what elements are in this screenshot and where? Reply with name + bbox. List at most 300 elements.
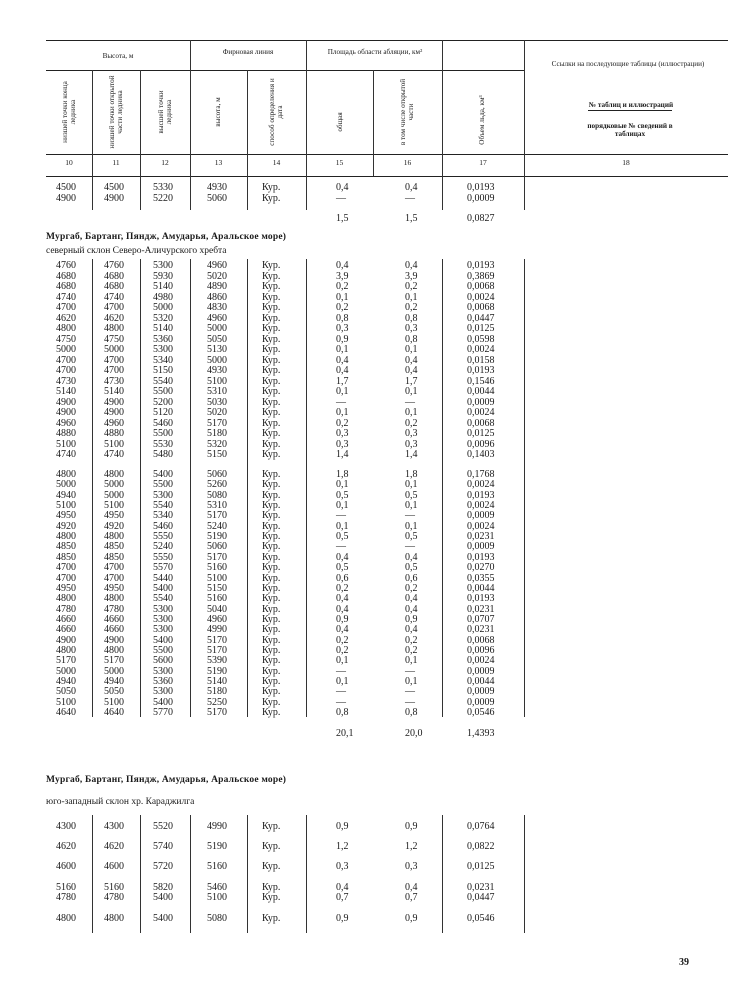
cell-ice-volume: 0,0598 [467,333,495,345]
cell-area-total: 0,4 [336,551,349,563]
cell-ice-volume: 0,0096 [467,438,495,450]
cell-firn-height: 5100 [207,375,227,387]
cell-firn-method: Кур. [262,644,281,656]
cell-ice-volume: 0,0044 [467,386,495,397]
cell-low-open-height: 4600 [104,861,124,872]
cell-firn-height: 5040 [207,603,227,615]
cell-ice-volume: 0,0231 [467,531,495,543]
cell-area-open: 0,9 [405,913,418,924]
cell-low-open-height: 4700 [104,365,124,376]
cell-firn-height: 5170 [207,510,227,522]
cell-high-height: 5000 [153,302,173,313]
cell-firn-method: Кур. [262,696,281,708]
cell-low-end-height: 4780 [56,892,76,903]
cell-area-total: 0,1 [336,407,349,418]
cell-low-end-height: 4800 [56,469,76,480]
cell-area-open: 0,9 [405,613,418,625]
cell-area-total: 0,3 [336,438,349,450]
cell-low-open-height: 4850 [104,551,124,563]
cell-firn-height: 5170 [207,634,227,646]
cell-high-height: 5720 [153,861,173,872]
cell-area-total: 0,1 [336,655,349,667]
cell-high-height: 5930 [153,270,173,282]
cell-high-height: 5400 [153,634,173,646]
cell-firn-height: 4990 [207,821,227,832]
total-area: 1,5 [336,213,349,224]
cell-low-open-height: 4780 [104,892,124,903]
cell-low-end-height: 4940 [56,676,76,687]
cell-low-open-height: 5000 [104,665,124,677]
cell-ice-volume: 0,0193 [467,551,495,563]
table-row [0,862,738,874]
cell-firn-height: 4960 [207,260,227,271]
cell-low-open-height: 4920 [104,520,124,532]
cell-low-end-height: 4900 [56,407,76,418]
cell-low-open-height: 4620 [104,312,124,324]
cell-low-end-height: 4940 [56,489,76,501]
cell-low-end-height: 4950 [56,510,76,522]
cell-area-total: 0,5 [336,531,349,543]
cell-ice-volume: 0,0822 [467,841,495,852]
cell-firn-height: 5020 [207,407,227,418]
cell-area-open: 0,4 [405,354,418,366]
cell-area-open: 1,4 [405,449,418,460]
cell-high-height: 5400 [153,892,173,903]
cell-ice-volume: 0,0231 [467,603,495,615]
cell-high-height: 5500 [153,644,173,656]
cell-area-open: 0,2 [405,417,418,429]
cell-low-open-height: 5140 [104,386,124,397]
cell-firn-height: 5130 [207,344,227,355]
cell-area-total: 0,4 [336,260,349,271]
cell-firn-method: Кур. [262,344,281,355]
cell-high-height: 5520 [153,821,173,832]
cell-firn-height: 5190 [207,531,227,543]
cell-low-end-height: 4600 [56,861,76,872]
cell-area-total: 0,8 [336,707,349,719]
cell-area-total: 0,1 [336,479,349,491]
cell-low-open-height: 4620 [104,841,124,852]
cell-area-open: 0,1 [405,520,418,532]
header-col-low-end: низшей точки конца ледника [61,81,77,143]
cell-ice-volume: 0,0158 [467,354,495,366]
cell-low-end-height: 4660 [56,613,76,625]
total-volume: 1,4393 [467,728,495,739]
cell-high-height: 5480 [153,449,173,460]
header-col-high: высшей точки ледника [157,90,173,134]
cell-area-open: 0,4 [405,182,418,193]
header-refs-sub2: порядковые № сведений в таблицах [587,122,673,139]
cell-high-height: 5740 [153,841,173,852]
cell-area-open: 0,1 [405,344,418,355]
cell-area-open: — [405,665,415,677]
cell-ice-volume: 0,1768 [467,469,495,480]
cell-firn-height: 5170 [207,551,227,563]
cell-area-total: 1,4 [336,449,349,460]
cell-area-open: — [405,192,415,204]
cell-high-height: 5300 [153,686,173,698]
cell-firn-height: 5150 [207,449,227,460]
cell-high-height: 5400 [153,582,173,594]
cell-area-open: 0,2 [405,281,418,292]
cell-low-end-height: 4800 [56,913,76,924]
cell-firn-height: 5170 [207,707,227,719]
cell-high-height: 5460 [153,417,173,429]
cell-area-total: 0,9 [336,821,349,832]
cell-ice-volume: 0,0447 [467,312,495,324]
section-subtitle: северный склон Северо-Аличурского хребта [46,246,227,256]
cell-firn-height: 5240 [207,520,227,532]
cell-ice-volume: 0,0024 [467,500,495,512]
cell-firn-method: Кур. [262,291,281,303]
cell-firn-height: 4830 [207,302,227,313]
cell-low-open-height: 4960 [104,417,124,429]
cell-firn-height: 4860 [207,291,227,303]
cell-high-height: 5500 [153,428,173,439]
cell-firn-height: 5190 [207,841,227,852]
cell-low-end-height: 4700 [56,354,76,366]
cell-firn-method: Кур. [262,892,281,903]
cell-low-open-height: 4300 [104,821,124,832]
header-bottom-rule [46,176,728,177]
cell-firn-height: 5180 [207,686,227,698]
cell-firn-height: 5100 [207,572,227,584]
cell-low-open-height: 4950 [104,510,124,522]
cell-firn-height: 5390 [207,655,227,667]
cell-firn-method: Кур. [262,634,281,646]
col-number: 13 [214,158,223,167]
cell-firn-height: 5260 [207,479,227,491]
cell-low-open-height: 4880 [104,428,124,439]
cell-area-total: — [336,396,346,408]
cell-low-end-height: 4300 [56,821,76,832]
cell-firn-method: Кур. [262,428,281,439]
table-row [0,842,738,854]
cell-low-end-height: 4700 [56,302,76,313]
cell-ice-volume: 0,0068 [467,281,495,292]
cell-low-end-height: 5170 [56,655,76,667]
cell-low-open-height: 4700 [104,354,124,366]
cell-firn-method: Кур. [262,707,281,719]
header-refs-sub1: № таблиц и иллюстраций [588,101,674,109]
cell-low-open-height: 4900 [104,396,124,408]
cell-firn-method: Кур. [262,676,281,687]
cell-firn-height: 5250 [207,696,227,708]
col-number: 17 [479,158,487,167]
cell-high-height: 5300 [153,624,173,636]
col-number: 10 [65,158,73,167]
cell-low-open-height: 4750 [104,333,124,345]
cell-firn-height: 5000 [207,354,227,366]
cell-ice-volume: 0,0096 [467,644,495,656]
cell-area-total: 0,2 [336,417,349,429]
cell-low-open-height: 5100 [104,438,124,450]
cell-high-height: 5360 [153,333,173,345]
cell-low-open-height: 4700 [104,572,124,584]
cell-firn-method: Кур. [262,821,281,832]
cell-low-open-height: 4740 [104,449,124,460]
cell-low-end-height: 4760 [56,260,76,271]
cell-firn-height: 5160 [207,593,227,605]
cell-firn-height: 5190 [207,665,227,677]
cell-low-end-height: 4800 [56,323,76,334]
cell-high-height: 5530 [153,438,173,450]
cell-firn-method: Кур. [262,396,281,408]
cell-high-height: 5540 [153,500,173,512]
cell-area-open: 0,5 [405,489,418,501]
cell-ice-volume: 0,1403 [467,449,495,460]
col-number: 15 [335,158,344,167]
cell-ice-volume: 0,0447 [467,892,495,903]
cell-ice-volume: 0,0193 [467,489,495,501]
cell-area-open: 0,1 [405,676,418,687]
cell-firn-height: 5320 [207,438,227,450]
cell-low-end-height: 4680 [56,281,76,292]
cell-firn-method: Кур. [262,365,281,376]
cell-ice-volume: 0,0231 [467,882,495,893]
col-number: 18 [622,158,630,167]
cell-area-open: 0,1 [405,500,418,512]
cell-low-open-height: 4950 [104,582,124,594]
cell-ice-volume: 0,0009 [467,541,495,553]
cell-low-end-height: 4880 [56,428,76,439]
cell-firn-method: Кур. [262,354,281,366]
total-open-area: 1,5 [405,213,418,224]
cell-firn-method: Кур. [262,603,281,615]
col-number: 14 [272,158,281,167]
cell-area-open: 0,6 [405,572,418,584]
cell-ice-volume: 0,0193 [467,260,495,271]
cell-low-end-height: 4900 [56,634,76,646]
cell-high-height: 5340 [153,354,173,366]
cell-low-open-height: 4700 [104,302,124,313]
cell-ice-volume: 0,0125 [467,861,495,872]
cell-low-end-height: 4800 [56,531,76,543]
cell-area-total: 0,2 [336,302,349,313]
header-mid-rule [46,70,524,71]
cell-high-height: 5360 [153,676,173,687]
cell-low-end-height: 4740 [56,449,76,460]
header-divider [442,40,443,176]
cell-area-total: 0,7 [336,892,349,903]
cell-area-total: 0,9 [336,333,349,345]
cell-area-open: 0,8 [405,707,418,719]
cell-area-total: — [336,541,346,553]
section-subtitle: юго-западный склон хр. Караджилга [46,797,195,807]
header-group-height: Высота, м [102,52,134,60]
cell-high-height: 5220 [153,192,173,204]
cell-area-open: 1,8 [405,469,418,480]
col-number: 12 [161,158,169,167]
header-divider [524,40,525,176]
cell-firn-method: Кур. [262,531,281,543]
cell-low-open-height: 4640 [104,707,124,719]
cell-area-total: 0,4 [336,354,349,366]
cell-ice-volume: 0,0068 [467,302,495,313]
cell-low-end-height: 4700 [56,562,76,574]
cell-ice-volume: 0,0193 [467,593,495,605]
header-divider [190,40,191,176]
cell-area-open: 0,2 [405,582,418,594]
cell-low-end-height: 4730 [56,375,76,387]
cell-area-total: 0,1 [336,386,349,397]
cell-ice-volume: 0,0009 [467,192,495,204]
cell-area-open: — [405,696,415,708]
cell-firn-method: Кур. [262,438,281,450]
cell-low-end-height: 5100 [56,500,76,512]
table-row [0,708,738,720]
cell-area-open: 0,3 [405,861,418,872]
cell-ice-volume: 0,0009 [467,396,495,408]
cell-low-open-height: 4500 [104,182,124,193]
cell-firn-method: Кур. [262,861,281,872]
cell-high-height: 5820 [153,882,173,893]
cell-firn-height: 5020 [207,270,227,282]
cell-high-height: 5300 [153,344,173,355]
cell-firn-method: Кур. [262,333,281,345]
cell-ice-volume: 0,0024 [467,479,495,491]
cell-area-open: 0,1 [405,291,418,303]
table-row [0,194,738,206]
cell-firn-method: Кур. [262,407,281,418]
cell-low-open-height: 4700 [104,562,124,574]
cell-area-total: 0,8 [336,312,349,324]
cell-area-total: — [336,510,346,522]
cell-firn-method: Кур. [262,417,281,429]
cell-high-height: 5460 [153,520,173,532]
cell-firn-height: 5060 [207,469,227,480]
cell-low-open-height: 4800 [104,593,124,605]
cell-firn-height: 5060 [207,192,227,204]
cell-area-open: 0,4 [405,593,418,605]
cell-low-open-height: 4730 [104,375,124,387]
cell-firn-height: 5100 [207,892,227,903]
header-group-firn: Фирновая линия [222,48,274,56]
header-col-area-open: в том числе открытой части [399,78,415,146]
cell-low-end-height: 4950 [56,582,76,594]
cell-ice-volume: 0,1546 [467,375,495,387]
cell-firn-method: Кур. [262,551,281,563]
cell-firn-method: Кур. [262,182,281,193]
cell-low-end-height: 4850 [56,541,76,553]
section-title: Мургаб, Бартанг, Пяндж, Амударья, Аральское море) [46,232,287,242]
cell-low-open-height: 5100 [104,696,124,708]
header-number-rule [46,154,728,155]
cell-firn-method: Кур. [262,500,281,512]
cell-firn-method: Кур. [262,510,281,522]
cell-area-open: 0,2 [405,634,418,646]
cell-ice-volume: 0,0009 [467,696,495,708]
cell-area-open: 0,1 [405,479,418,491]
cell-low-end-height: 4900 [56,396,76,408]
cell-high-height: 5570 [153,562,173,574]
cell-firn-method: Кур. [262,302,281,313]
header-refs: Ссылки на последующие таблицы (иллюстрации) [551,60,705,68]
cell-low-end-height: 4750 [56,333,76,345]
cell-low-open-height: 4780 [104,603,124,615]
cell-area-total: 0,1 [336,520,349,532]
cell-area-open: 3,9 [405,270,418,282]
cell-area-total: 0,2 [336,634,349,646]
cell-area-total: 0,2 [336,644,349,656]
cell-firn-method: Кур. [262,841,281,852]
table-row [0,893,738,905]
cell-high-height: 5300 [153,665,173,677]
cell-low-open-height: 4800 [104,531,124,543]
cell-firn-height: 5310 [207,500,227,512]
cell-area-total: 1,2 [336,841,349,852]
table-row [0,450,738,462]
cell-area-total: 0,9 [336,613,349,625]
cell-low-open-height: 4800 [104,644,124,656]
cell-high-height: 5120 [153,407,173,418]
cell-firn-height: 5000 [207,323,227,334]
cell-low-end-height: 5100 [56,438,76,450]
cell-low-end-height: 5160 [56,882,76,893]
cell-low-end-height: 4700 [56,572,76,584]
cell-firn-method: Кур. [262,312,281,324]
cell-low-open-height: 5100 [104,500,124,512]
cell-low-open-height: 4680 [104,270,124,282]
cell-area-total: 0,3 [336,323,349,334]
cell-area-open: 0,2 [405,644,418,656]
header-col-firn-height: высота, м [214,97,222,127]
cell-ice-volume: 0,0009 [467,510,495,522]
header-col-volume: Объем льда, км³ [478,95,486,145]
cell-low-open-height: 4800 [104,323,124,334]
cell-low-open-height: 4660 [104,624,124,636]
cell-firn-method: Кур. [262,913,281,924]
cell-high-height: 5550 [153,551,173,563]
cell-high-height: 5400 [153,469,173,480]
cell-area-total: 0,4 [336,882,349,893]
cell-high-height: 5140 [153,323,173,334]
cell-low-open-height: 5000 [104,489,124,501]
cell-area-total: 0,2 [336,582,349,594]
cell-area-total: 0,3 [336,861,349,872]
cell-low-open-height: 4850 [104,541,124,553]
cell-area-open: 0,4 [405,260,418,271]
cell-high-height: 5550 [153,531,173,543]
cell-area-open: 1,7 [405,375,418,387]
cell-low-open-height: 4900 [104,192,124,204]
cell-area-open: 0,7 [405,892,418,903]
cell-firn-method: Кур. [262,582,281,594]
cell-high-height: 5600 [153,655,173,667]
cell-low-end-height: 4660 [56,624,76,636]
cell-area-open: 0,8 [405,312,418,324]
cell-high-height: 5770 [153,707,173,719]
cell-firn-height: 5170 [207,644,227,656]
cell-area-total: 0,3 [336,428,349,439]
cell-firn-method: Кур. [262,624,281,636]
cell-firn-height: 5310 [207,386,227,397]
cell-low-end-height: 4800 [56,593,76,605]
cell-firn-height: 4990 [207,624,227,636]
cell-area-open: 0,3 [405,428,418,439]
cell-firn-method: Кур. [262,541,281,553]
cell-ice-volume: 0,0068 [467,634,495,646]
cell-ice-volume: 0,0024 [467,291,495,303]
cell-area-open: — [405,541,415,553]
cell-high-height: 5400 [153,696,173,708]
cell-high-height: 5440 [153,572,173,584]
cell-firn-method: Кур. [262,593,281,605]
header-col-low-open: низшей точки открытой части ледника [108,75,124,149]
cell-high-height: 5300 [153,489,173,501]
cell-low-open-height: 5000 [104,344,124,355]
cell-low-open-height: 4800 [104,913,124,924]
